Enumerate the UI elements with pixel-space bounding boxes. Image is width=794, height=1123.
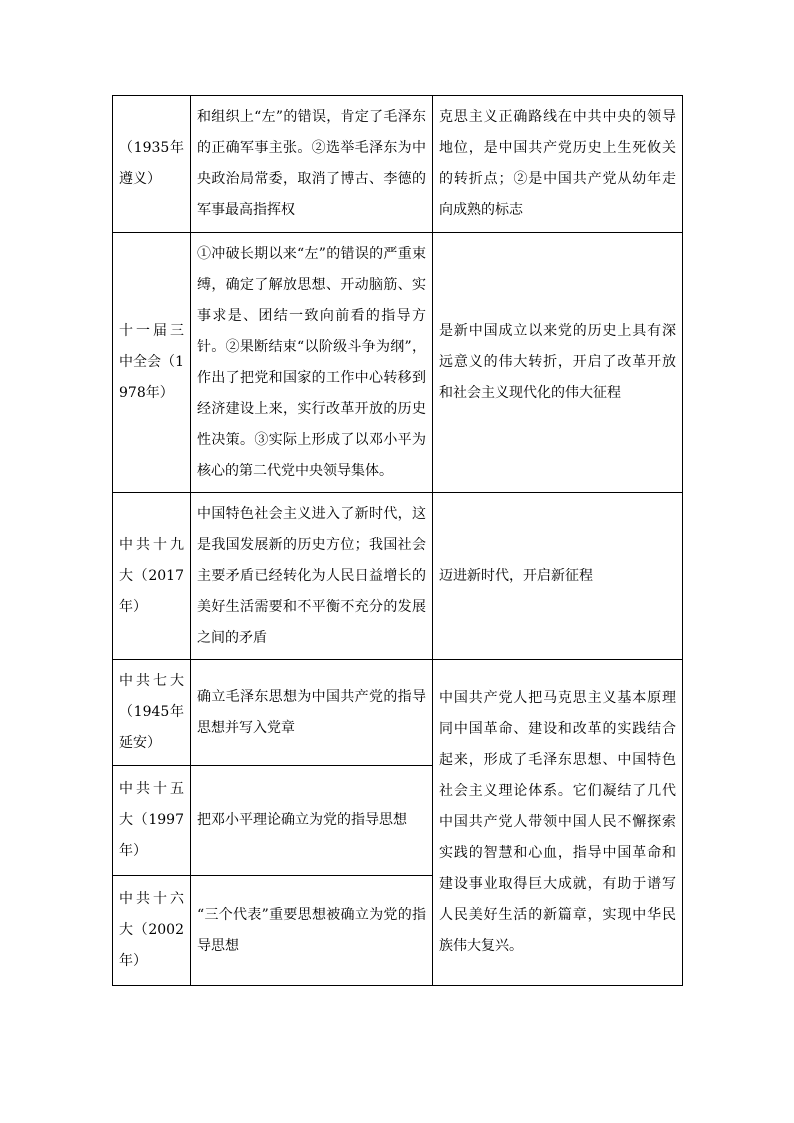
event-text: 中共十九大（2017年） — [119, 536, 184, 615]
event-text: 中共十五大（1997年） — [119, 781, 184, 859]
content-cell — [191, 876, 433, 986]
table-row — [113, 660, 683, 766]
content-text: 把邓小平理论确立为党的指导思想 — [197, 812, 407, 828]
meaning-cell — [433, 96, 683, 233]
meaning-text: 迈进新时代，开启新征程 — [439, 567, 593, 584]
content-cell — [191, 96, 433, 233]
meaning-text: 中国共产党人把马克思主义基本原理同中国革命、建设和改革的实践结合起来，形成了毛泽东思想、中国特色社会主义理论体系。它们凝结了几代中国共产党人带领中国人民不懈探索实践的智慧和心血，指导中国革命和建设事业取得巨大成就，有助于谱写人民美好生活的新篇章，实现中华民族伟大复兴。 — [439, 690, 676, 954]
history-events-table — [112, 95, 683, 986]
event-cell — [113, 493, 191, 660]
event-cell — [113, 233, 191, 493]
content-cell — [191, 660, 433, 766]
meaning-cell — [433, 660, 683, 986]
event-cell — [113, 660, 191, 766]
content-text: “三个代表”重要思想被确立为党的指导思想 — [197, 906, 426, 954]
content-text: 确立毛泽东思想为中国共产党的指导思想并写入党章 — [197, 688, 426, 736]
content-text: 和组织上“左”的错误，肯定了毛泽东的正确军事主张。②选举毛泽东为中央政治局常委，取消了博古、李德的军事最高指挥权 — [197, 109, 426, 218]
content-cell — [191, 233, 433, 493]
event-text: 中共七大（1945年延安） — [119, 673, 184, 751]
event-cell — [113, 876, 191, 986]
meaning-text: 克思主义正确路线在中共中央的领导地位，是中国共产党历史上生死攸关的转折点；②是中国共产党从幼年走向成熟的标志 — [439, 109, 676, 218]
content-text: ①冲破长期以来“左”的错误的严重束缚，确定了解放思想、开动脑筋、实事求是、团结一致向前看的指导方针。②果断结束“以阶级斗争为纲”，作出了把党和国家的工作中心转移到经济建设上来，实行改革开放的历史性决策。③实际上形成了以邓小平为核心的第二代党中央领导集体。 — [197, 245, 426, 479]
content-text: 中国特色社会主义进入了新时代，这是我国发展新的历史方位；我国社会主要矛盾已经转化为人民日益增长的美好生活需要和不平衡不充分的发展之间的矛盾 — [197, 505, 426, 646]
meaning-text: 是新中国成立以来党的历史上具有深远意义的伟大转折，开启了改革开放和社会主义现代化的伟大征程 — [439, 323, 676, 401]
event-cell — [113, 96, 191, 233]
table-row — [113, 493, 683, 660]
event-text: 十一届三中全会（1978年） — [119, 323, 184, 401]
event-cell — [113, 766, 191, 876]
meaning-cell — [433, 233, 683, 493]
content-cell — [191, 766, 433, 876]
table-row — [113, 96, 683, 233]
content-cell — [191, 493, 433, 660]
event-text: 中共十六大（2002年） — [119, 891, 184, 969]
event-text: （1935年遵义） — [119, 140, 184, 187]
table-row — [113, 233, 683, 493]
meaning-cell — [433, 493, 683, 660]
